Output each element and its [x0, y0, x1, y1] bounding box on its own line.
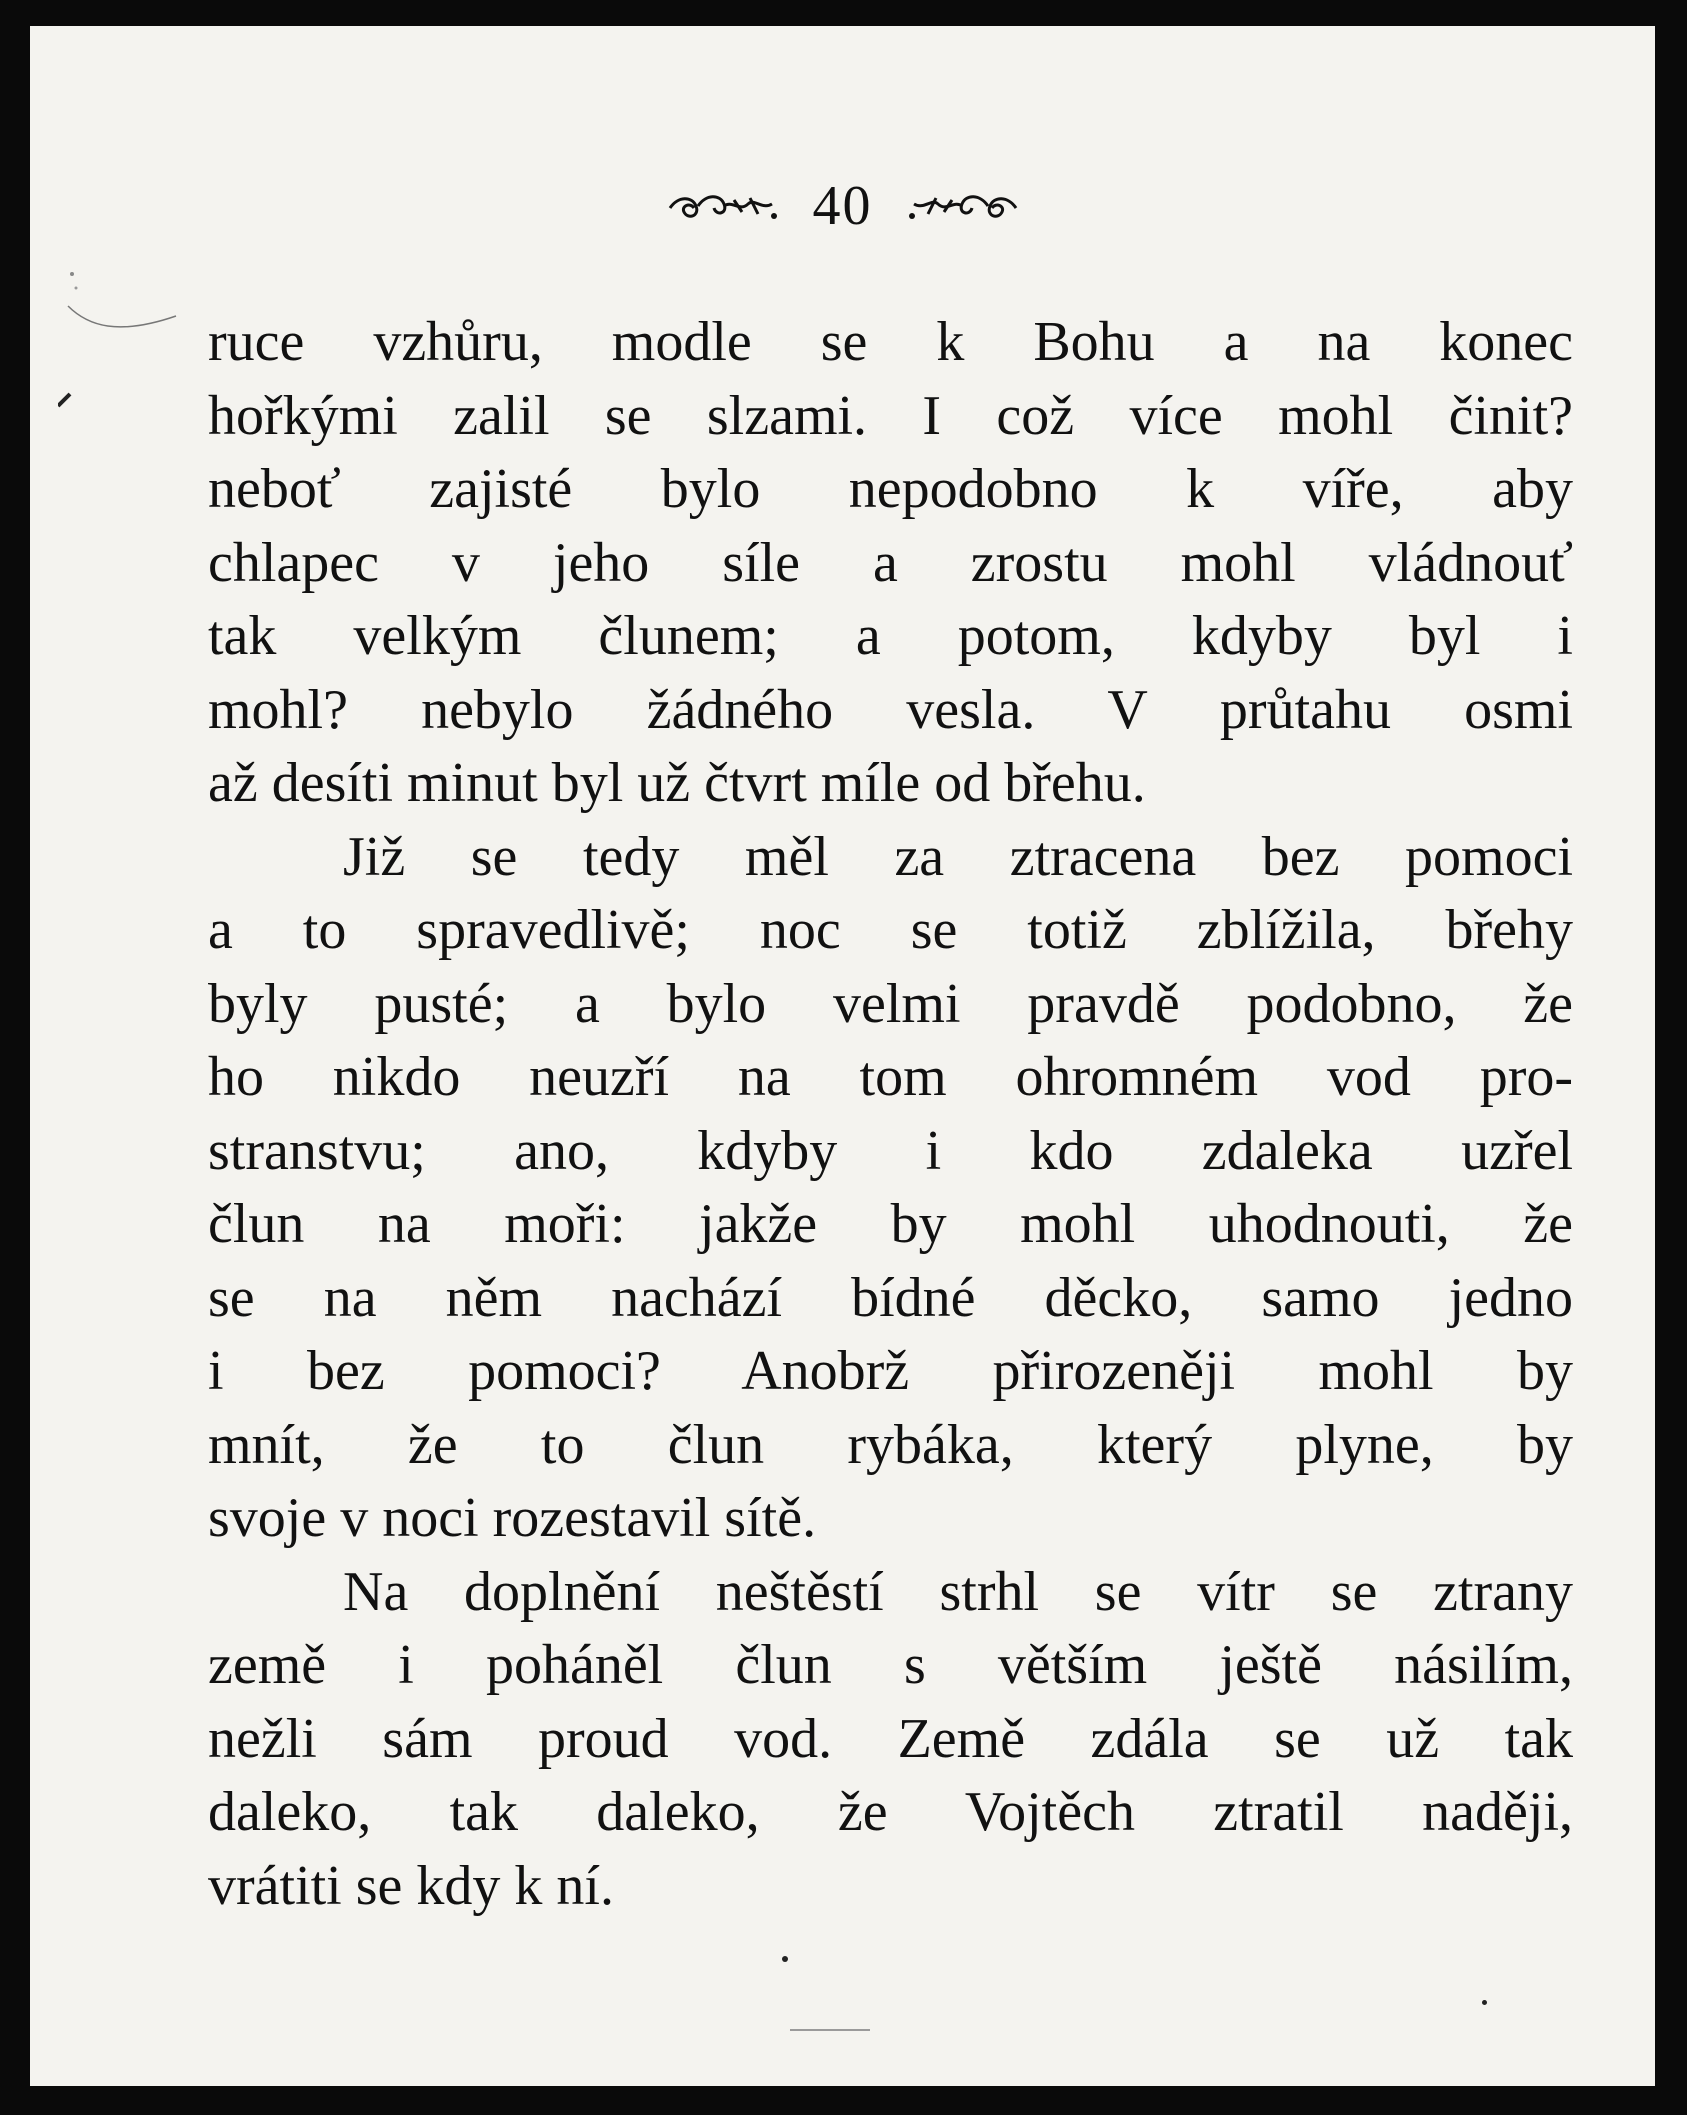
text-line: se na něm nachází bídné děcko, samo jedno — [208, 1266, 1573, 1329]
text-line: stranstvu; ano, kdyby i kdo zdaleka uzřel — [208, 1119, 1573, 1182]
paragraph-3 — [208, 1556, 1573, 1924]
text-line: mohl? nebylo žádného vesla. V průtahu osmi — [208, 678, 1573, 741]
body-text — [208, 306, 1573, 1923]
floral-ornament-right-icon — [907, 186, 1022, 226]
text-line: člun na moři: jakže by mohl uhodnouti, že — [208, 1193, 1573, 1255]
text-line: a to spravedlivě; noc se totiž zblížila, břehy — [208, 899, 1573, 961]
page-header — [30, 166, 1655, 246]
text-line: ruce vzhůru, modle se k Bohu a na konec — [208, 311, 1573, 373]
floral-ornament-left-icon — [664, 186, 779, 226]
ink-speck — [782, 1956, 788, 1962]
paragraph-2 — [208, 821, 1573, 1556]
text-line: byly pusté; a bylo velmi pravdě podobno, že — [208, 972, 1573, 1035]
text-line: nežli sám proud vod. Země zdála se už tak — [208, 1707, 1573, 1770]
smudge-line — [790, 2029, 870, 2031]
text-line: Na doplnění neštěstí strhl se vítr se ztrany — [343, 1560, 1573, 1623]
text-line: Již se tedy měl za ztracena bez pomoci — [343, 825, 1573, 888]
text-line: neboť zajisté bylo nepodobno k víře, aby — [208, 458, 1573, 520]
text-line: ho nikdo neuzří na tom ohromném vod pro- — [208, 1046, 1573, 1108]
text-line: hořkými zalil se slzami. I což více mohl činit? — [208, 384, 1573, 447]
text-line: až desíti minut byl už čtvrt míle od břehu. — [208, 752, 1146, 814]
book-page — [30, 26, 1655, 2086]
text-line: země i poháněl člun s větším ještě násilím, — [208, 1634, 1573, 1696]
text-line: vrátiti se kdy k ní. — [208, 1854, 614, 1917]
page-number: 40 — [812, 175, 873, 237]
text-line: i bez pomoci? Anobrž přirozeněji mohl by — [208, 1340, 1573, 1402]
margin-pencil-mark-icon — [58, 266, 208, 426]
paragraph-1 — [208, 306, 1573, 821]
text-line: chlapec v jeho síle a zrostu mohl vládnouť — [208, 531, 1573, 594]
text-line: daleko, tak daleko, že Vojtěch ztratil naději, — [208, 1781, 1573, 1843]
text-line: tak velkým člunem; a potom, kdyby byl i — [208, 605, 1573, 667]
text-line: svoje v noci rozestavil sítě. — [208, 1487, 817, 1549]
text-line: mnít, že to člun rybáka, který plyne, by — [208, 1413, 1573, 1476]
ink-speck — [1482, 2000, 1487, 2005]
